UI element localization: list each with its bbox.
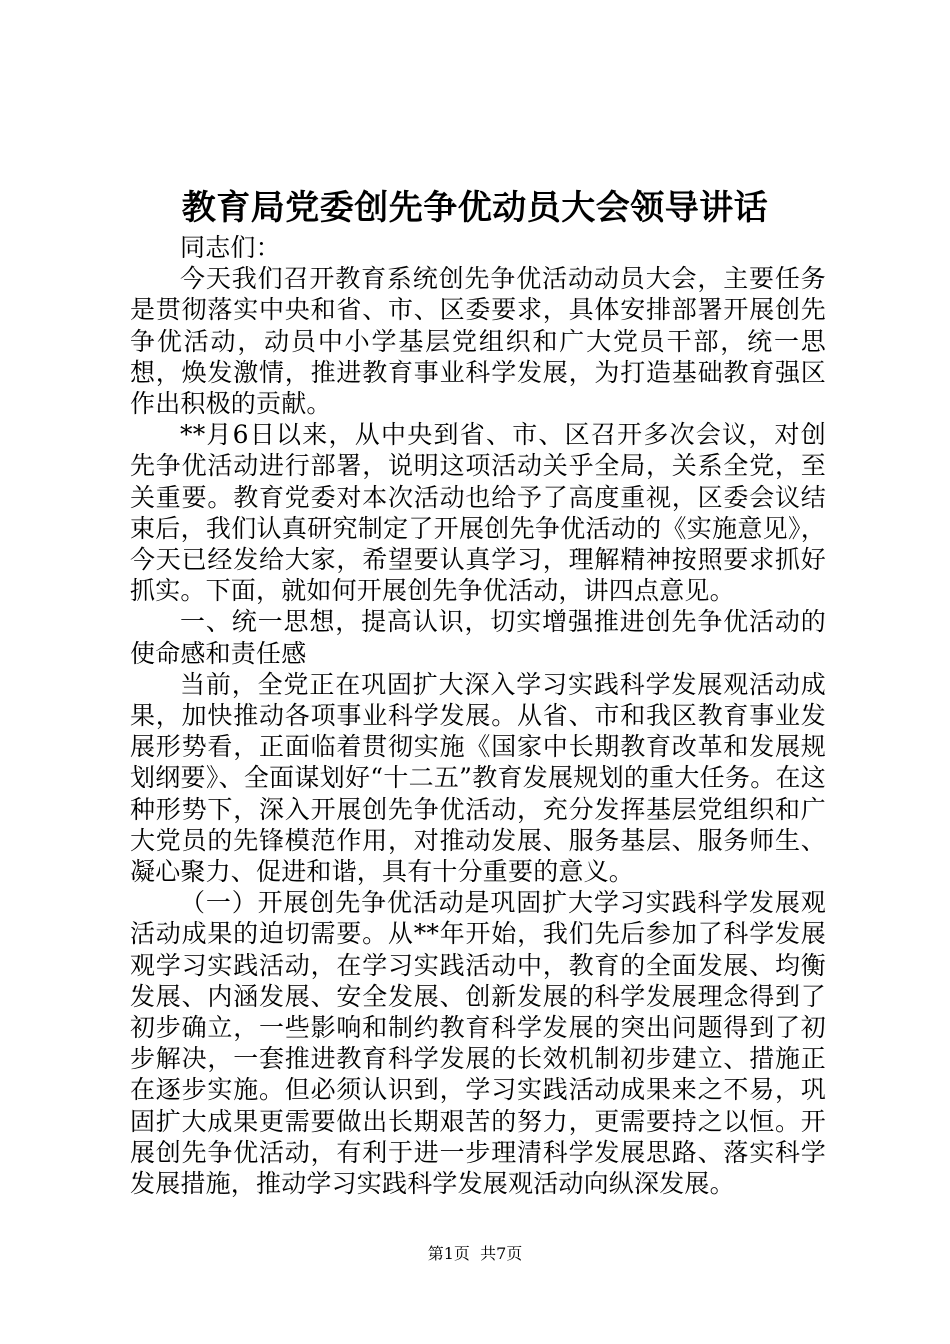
page-number: 第1页 [427,1244,470,1263]
footer-separator [470,1244,480,1263]
body-paragraph-3: 当前，全党正在巩固扩大深入学习实践科学发展观活动成果，加快推动各项事业科学发展。从省、市和我区教育事业发展形势看，正面临着贯彻实施《国家中长期教育改革和发展规划纲要》、全面谋划好“十二五”教育发展规划的重大任务。在这种形势下，深入开展创先争优活动，充分发挥基层党组织和广大党员的先锋模范作用，对推动发展、服务基层、服务师生、凝心聚力、促进和谐，具有十分重要的意义。 [130,669,826,887]
body-paragraph-2: **月6日以来，从中央到省、市、区召开多次会议，对创先争优活动进行部署，说明这项活动关乎全局，关系全党，至关重要。教育党委对本次活动也给予了高度重视，区委会议结束后，我们认真研究制定了开展创先争优活动的《实施意见》，今天已经发给大家，希望要认真学习，理解精神按照要求抓好抓实。下面，就如何开展创先争优活动，讲四点意见。 [130,420,826,606]
document-title: 教育局党委创先争优动员大会领导讲话 [181,188,769,228]
body-paragraph-1: 今天我们召开教育系统创先争优活动动员大会，主要任务是贯彻落实中央和省、市、区委要求，具体安排部署开展创先争优活动，动员中小学基层党组织和广大党员干部，统一思想，焕发激情，推进教育事业科学发展，为打造基础教育强区作出积极的贡献。 [130,264,826,419]
page-footer [0,1243,950,1265]
section-heading-1: 一、统一思想，提高认识，切实增强推进创先争优活动的使命感和责任感 [130,607,826,668]
page-total: 共7页 [480,1244,523,1263]
salutation-paragraph: 同志们： [180,233,281,262]
body-paragraph-4: （一）开展创先争优活动是巩固扩大学习实践科学发展观活动成果的迫切需要。从**年开始，我们先后参加了科学发展观学习实践活动，在学习实践活动中，教育的全面发展、均衡发展、内涵发展、安全发展、创新发展的科学发展理念得到了初步确立，一些影响和制约教育科学发展的突出问题得到了初步解决，一套推进教育科学发展的长效机制初步建立、措施正在逐步实施。但必须认识到，学习实践活动成果来之不易，巩固扩大成果更需要做出长期艰苦的努力，更需要持之以恒。开展创先争优活动，有利于进一步理清科学发展思路、落实科学发展措施，推动学习实践科学发展观活动向纵深发展。 [130,888,826,1199]
document-body [130,232,826,1199]
